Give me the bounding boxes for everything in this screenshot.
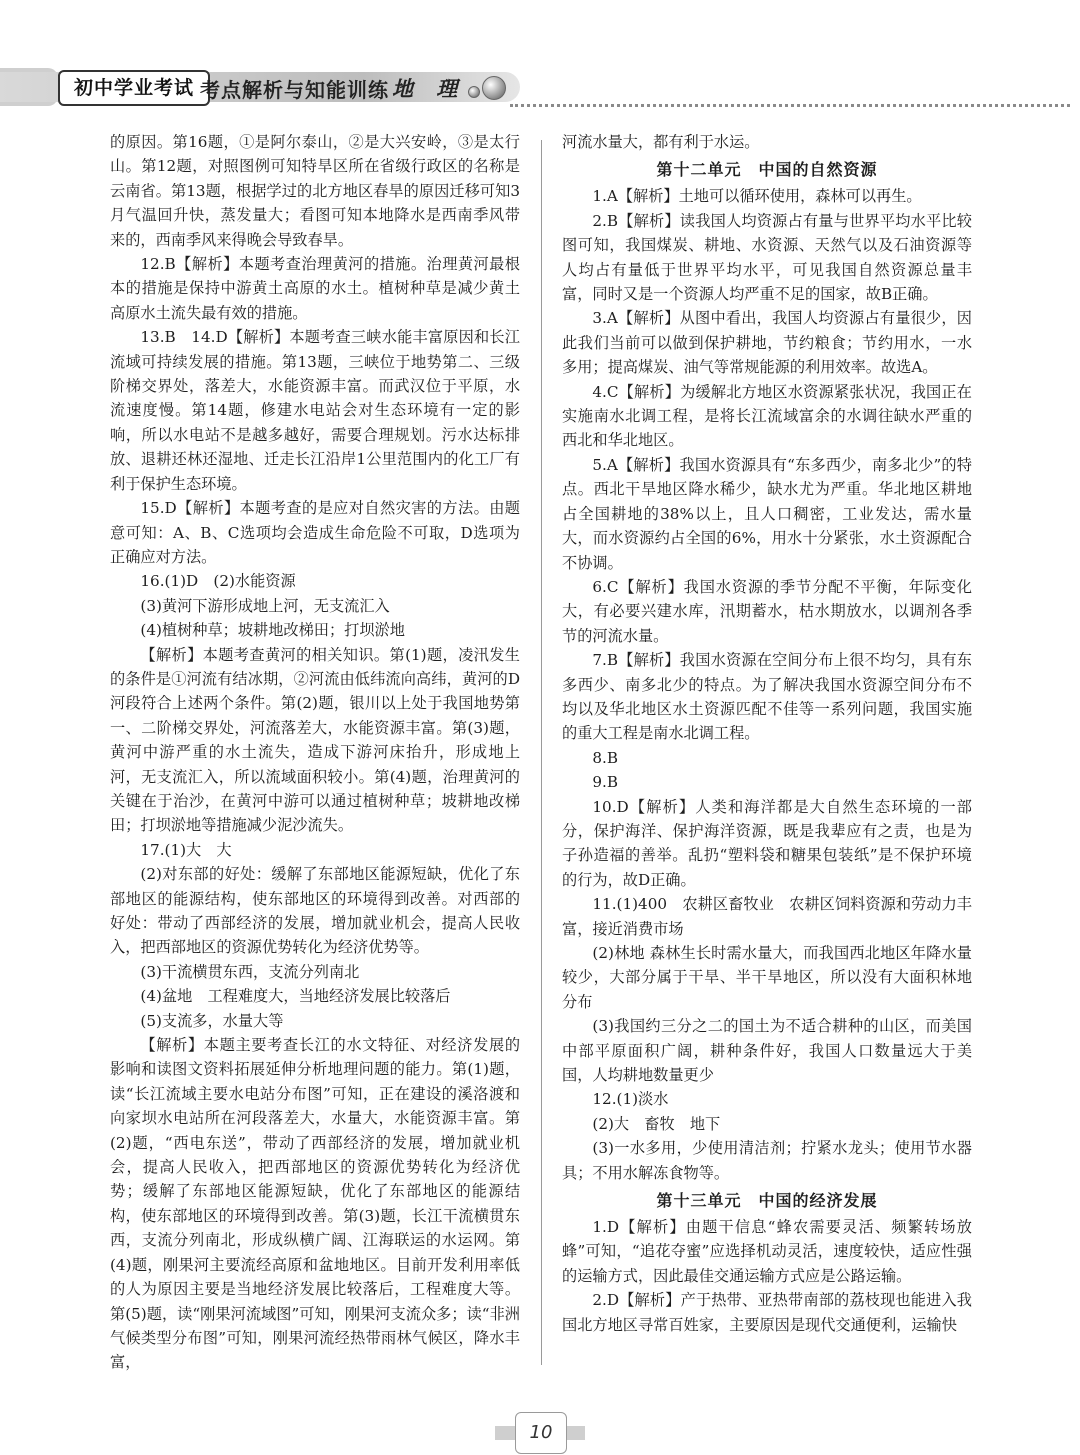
answer-paragraph: 7.B【解析】我国水资源在空间分布上很不均匀，具有东多西少、南多北少的特点。为了解决我国水资源空间分布不均以及华北地区水土资源匹配不佳等一系列问题，我国实施的重大工程是南水北调工程。 [562, 651, 972, 743]
answer-paragraph: 1.A【解析】土地可以循环使用，森林可以再生。 [592, 187, 922, 206]
answer-paragraph: 8.B [592, 748, 619, 767]
answer-paragraph: 2.D【解析】产于热带、亚热带南部的荔枝现也能进入我国北方地区寻常百姓家，主要原因是现代交通便利，运输快 [562, 1291, 972, 1334]
page-number-box [505, 1410, 575, 1454]
answer-paragraph: 15.D【解析】本题考查的是应对自然灾害的方法。由题意可知：A、B、C选项均会造成生命危险不可取，D选项为正确应对方法。 [110, 499, 520, 566]
answer-paragraph: 【解析】本题主要考查长江的水文特征、对经济发展的影响和读图文资料拓展延伸分析地理问题的能力。第(1)题，读“长江流域主要水电站分布图”可知，正在建设的溪洛渡和向家坝水电站所在河段落差大，水量大，水能资源丰富。第(2)题，“西电东送”，带动了西部经济的发展，增加就业机会，提高人民收入，把西部地区的资源优势转化为经济优势；缓解了东部地区能源短缺，优化了东部地区的能源结构，使东部地区的环境得到改善。第(3)题，长江干流横贯东西，支流分列南北，形成纵横广阔、江海联运的水运网。第(4)题，刚果河主要流经高原和盆地地区。目前开发利用率低的人为原因主要是当地经济发展比较落后，工程难度大等。第(5)题，读“刚果河流域图”可知，刚果河支流众多；读“非洲气候类型分布图”可知，刚果河流经热带雨林气候区，降水丰富， [110, 1036, 520, 1372]
answer-paragraph: (2)大 畜牧 地下 [592, 1114, 721, 1133]
answer-paragraph: (2)林地 森林生长时需水量大，而我国西北地区年降水量较少，大部分属于干旱、半干旱地区，所以没有大面积林地分布 [562, 944, 972, 1011]
answer-paragraph: 的原因。第16题，①是阿尔泰山，②是大兴安岭，③是太行山。第12题，对照图例可知特旱区所在省级行政区的名称是云南省。第13题，根据学过的北方地区春旱的原因迁移可知3月气温回升快，蒸发量大；看图可知本地降水是西南季风带来的，西南季风来得晚会导致春旱。 [110, 133, 520, 249]
answer-paragraph: (2)对东部的好处：缓解了东部地区能源短缺，优化了东部地区的能源结构，使东部地区的环境得到改善。对西部的好处：带动了西部经济的发展，增加就业机会，提高人民收入，把西部地区的资源优势转化为经济优势等。 [110, 865, 520, 957]
answer-paragraph: (4)植树种草；坡耕地改梯田；打坝淤地 [140, 621, 405, 640]
answer-paragraph: 16.(1)D (2)水能资源 [140, 572, 296, 591]
unit-heading: 第十二单元 中国的自然资源 [656, 160, 878, 180]
answer-paragraph: 【解析】本题考查黄河的相关知识。第(1)题，凌汛发生的条件是①河流有结冰期，②河流由低纬流向高纬，黄河的D河段符合上述两个条件。第(2)题，银川以上处于我国地势第一、二阶梯交界处，河流落差大，水能资源丰富。第(3)题，黄河中游严重的水土流失，造成下游河床抬升，形成地上河，无支流汇入，所以流域面积较小。第(4)题，治理黄河的关键在于治沙，在黄河中游可以通过植树种草；坡耕地改梯田；打坝淤地等措施减少泥沙流失。 [110, 645, 520, 835]
column-divider [541, 140, 542, 1365]
answer-paragraph: 1.D【解析】由题干信息“蜂农需要灵活、频繁转场放蜂”可知，“追花夺蜜”应选择机动灵活，速度较快，适应性强的运输方式，因此最佳交通运输方式应是公路运输。 [562, 1218, 972, 1285]
subject-title: 地 理 [392, 77, 466, 101]
page-number: 10 [515, 1412, 567, 1454]
answer-paragraph: 6.C【解析】我国水资源的季节分配不平衡，年际变化大，有必要兴建水库，汛期蓄水，枯水期放水，以调剂各季节的河流水量。 [562, 577, 972, 645]
orb-small-icon [468, 86, 480, 98]
answer-paragraph: 2.B【解析】读我国人均资源占有量与世界平均水平比较图可知，我国煤炭、耕地、水资源、天然气以及石油资源等人均占有量低于世界平均水平，可见我国自然资源总量丰富，同时又是一个资源人均严重不足的国家，故B正确。 [562, 211, 972, 304]
header-dotted-line [510, 104, 1070, 107]
page-header [0, 62, 1080, 114]
series-title: 考点解析与知能训练 [200, 78, 389, 102]
answer-paragraph: (5)支流多，水量大等 [140, 1011, 284, 1030]
left-column [110, 130, 520, 1375]
right-column [562, 130, 972, 1337]
answer-paragraph: (3)黄河下游形成地上河，无支流汇入 [140, 596, 390, 615]
orb-icon [482, 76, 506, 100]
answer-paragraph: 5.A【解析】我国水资源具有“东多西少，南多北少”的特点。西北干旱地区降水稀少，缺水尤为严重。华北地区耕地占全国耕地的38%以上，且人口稠密，工业发达，需水量大，而水资源约占全国的6%，用水十分紧张，水土资源配合不协调。 [562, 455, 972, 572]
answer-paragraph: (3)干流横贯东西，支流分列南北 [140, 962, 360, 981]
unit-heading: 第十三单元 中国的经济发展 [656, 1191, 878, 1211]
series-badge: 初中学业考试 [58, 70, 210, 106]
answer-paragraph: (3)一水多用，少使用清洁剂；拧紧水龙头；使用节水器具；不用水解冻食物等。 [562, 1139, 972, 1182]
answer-paragraph: 河流水量大，都有利于水运。 [562, 133, 760, 151]
answer-paragraph: 12.B【解析】本题考查治理黄河的措施。治理黄河最根本的措施是保持中游黄土高原的水土。植树种草是减少黄土高原水土流失最有效的措施。 [110, 255, 520, 322]
answer-paragraph: 13.B 14.D【解析】本题考查三峡水能丰富原因和长江流域可持续发展的措施。第13题，三峡位于地势第二、三级阶梯交界处，落差大，水能资源丰富。而武汉位于平原，水流速度慢。第14题，修建水电站会对生态环境有一定的影响，所以水电站不是越多越好，需要合理规划。污水达标排放、退耕还林还湿地、迁走长江沿岸1公里范围内的化工厂有利于保护生态环境。 [110, 328, 520, 493]
answer-paragraph: 3.A【解析】从图中看出，我国人均资源占有量很少，因此我们当前可以做到保护耕地，节约粮食；节约用水，一水多用；提高煤炭、油气等常规能源的利用效率。故选A。 [562, 309, 972, 377]
answer-paragraph: 10.D【解析】人类和海洋都是大自然生态环境的一部分，保护海洋、保护海洋资源，既是我辈应有之责，也是为子孙造福的善举。乱扔“塑料袋和糖果包装纸”是不保护环境的行为，故D正确。 [562, 797, 972, 889]
answer-paragraph: 17.(1)大 大 [140, 840, 232, 859]
answer-paragraph: 11.(1)400 农耕区畜牧业 农耕区饲料资源和劳动力丰富，接近消费市场 [562, 895, 972, 938]
answer-paragraph: (4)盆地 工程难度大，当地经济发展比较落后 [140, 987, 451, 1006]
answer-paragraph: 9.B [592, 773, 619, 792]
answer-paragraph: 12.(1)淡水 [592, 1090, 669, 1109]
answer-paragraph: (3)我国约三分之二的国土为不适合耕种的山区，而美国中部平原面积广阔，耕种条件好，我国人口数量远大于美国，人均耕地数量更少 [562, 1017, 972, 1085]
answer-paragraph: 4.C【解析】为缓解北方地区水资源紧张状况，我国正在实施南水北调工程，是将长江流域富余的水调往缺水严重的西北和华北地区。 [562, 382, 972, 450]
